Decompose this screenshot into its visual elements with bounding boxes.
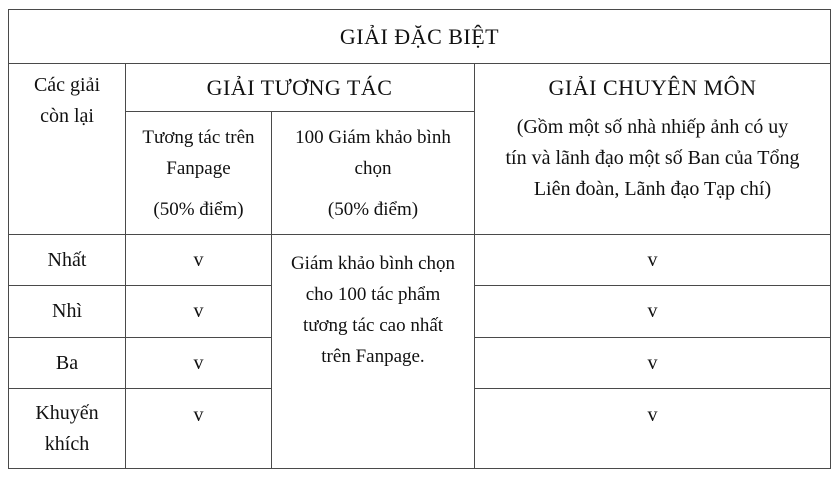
judges-header-line-2: chọn: [354, 157, 392, 179]
prize-name: Nhất: [47, 248, 87, 271]
judges-note: [272, 248, 474, 372]
fanpage-header: [126, 112, 271, 234]
professional-check-mark: v: [647, 351, 658, 374]
fanpage-check: [126, 389, 271, 441]
fanpage-check-mark: v: [193, 403, 204, 426]
border-bottom: [8, 468, 831, 469]
judges-header-line-1: 100 Giám khảo bình: [295, 126, 451, 148]
professional-check: [475, 338, 830, 388]
prize-name: Nhì: [52, 300, 82, 322]
table-row: [9, 235, 125, 285]
table-row: [9, 286, 125, 337]
professional-prize-header: [475, 64, 830, 234]
professional-note-line-2: tín và lãnh đạo một số Ban của Tổng: [505, 147, 800, 169]
professional-note-line-1: (Gồm một số nhà nhiếp ảnh có uy: [516, 116, 789, 138]
professional-prize-header-text: GIẢI CHUYÊN MÔN: [548, 75, 757, 100]
professional-check: [475, 389, 830, 441]
judges-note-line-3: tương tác cao nhất: [302, 315, 444, 336]
table-row: [9, 338, 125, 388]
interactive-prize-header-text: GIẢI TƯƠNG TÁC: [206, 74, 393, 100]
prize-name: Ba: [55, 351, 79, 374]
professional-check-mark: v: [647, 248, 658, 271]
judges-note-line-4: trên Fanpage.: [321, 346, 425, 367]
table-row: [9, 389, 125, 468]
remaining-prizes-header-line-2: còn lại: [40, 105, 94, 127]
professional-note-line-3: Liên đoàn, Lãnh đạo Tạp chí): [533, 178, 772, 200]
judges-weight: (50% điểm): [327, 198, 419, 220]
fanpage-check: [126, 286, 271, 337]
border-right: [830, 9, 831, 469]
professional-check-mark: v: [647, 403, 658, 426]
fanpage-check: [126, 338, 271, 388]
judges-note-line-2: cho 100 tác phẩm: [305, 284, 441, 305]
fanpage-check-mark: v: [193, 248, 204, 271]
fanpage-header-line-1: Tương tác trên: [142, 126, 255, 148]
prize-name-line-1: Khuyến: [35, 401, 99, 424]
professional-check-mark: v: [647, 300, 658, 322]
remaining-prizes-header-line-1: Các giải: [33, 74, 101, 96]
prize-name-line-2: khích: [44, 432, 90, 455]
table-title: [8, 9, 831, 63]
professional-check: [475, 235, 830, 285]
fanpage-header-line-2: Fanpage: [166, 157, 231, 179]
remaining-prizes-header: [9, 70, 125, 132]
fanpage-check-mark: v: [193, 351, 204, 374]
judges-header: [272, 112, 474, 234]
professional-check: [475, 286, 830, 337]
table-title-text: GIẢI ĐẶC BIỆT: [339, 23, 500, 49]
fanpage-check: [126, 235, 271, 285]
interactive-prize-header: [125, 63, 474, 111]
judges-note-line-1: Giám khảo bình chọn: [290, 253, 456, 274]
fanpage-check-mark: v: [193, 300, 204, 322]
fanpage-weight: (50% điểm): [153, 198, 244, 220]
